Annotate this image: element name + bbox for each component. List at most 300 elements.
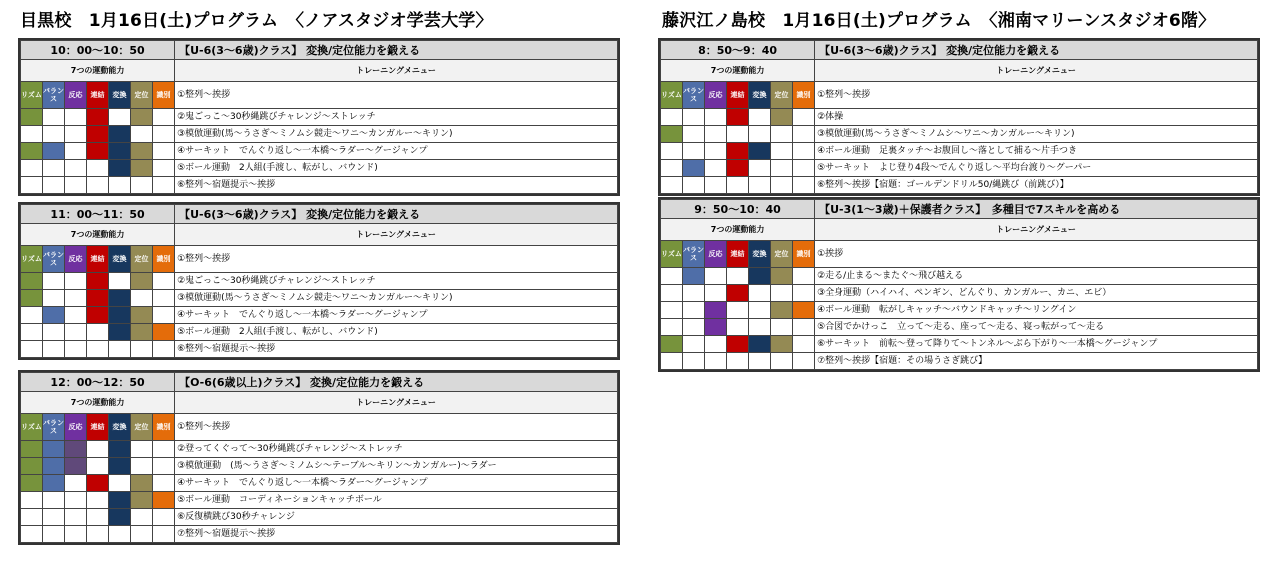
ability-cell [727,126,749,143]
ability-cell [131,341,153,358]
program-table [20,372,618,543]
ability-cell [87,109,109,126]
ability-pos: 定位 [131,82,153,109]
ability-cell [65,109,87,126]
ability-cell [87,177,109,194]
ability-cell [43,273,65,290]
session-title: 【U-6(3〜6歳)クラス】 変換/定位能力を鍛える [175,41,618,60]
ability-label: 7つの運動能力 [661,219,815,241]
menu-row [21,324,618,341]
block-header [21,41,618,60]
ability-cell [661,319,683,336]
ability-cell [771,143,793,160]
ability-cell [153,109,175,126]
ability-cell [705,268,727,285]
ability-cell [683,109,705,126]
ability-cell [21,109,43,126]
ability-cell [87,273,109,290]
ability-cell [771,302,793,319]
ability-label: 7つの運動能力 [21,224,175,246]
ability-cell [661,285,683,302]
ability-cell [65,458,87,475]
ability-cell [705,126,727,143]
ability-cell [153,177,175,194]
ability-cell [131,441,153,458]
ability-ident: 識別 [153,246,175,273]
ability-cell [771,336,793,353]
ability-cell [65,307,87,324]
ability-pos: 定位 [131,246,153,273]
ability-cell [749,177,771,194]
ability-cell [65,290,87,307]
ability-rhythm: リズム [21,414,43,441]
ability-cell [21,475,43,492]
ability-cell [727,268,749,285]
menu-row [661,143,1258,160]
ability-ident: 識別 [153,414,175,441]
ability-change: 変換 [749,241,771,268]
subheader-row [21,224,618,246]
ability-cell [727,177,749,194]
menu-item: ①整列〜挨拶 [815,82,1258,109]
ability-react: 反応 [65,82,87,109]
ability-cell [153,341,175,358]
ability-cell [705,160,727,177]
schedule-block [18,370,620,545]
ability-cell [749,319,771,336]
session-title: 【U-3(1〜3歳)＋保護者クラス】 多種目で7スキルを高める [815,200,1258,219]
ability-cell [87,324,109,341]
menu-row [661,302,1258,319]
ability-cell [109,492,131,509]
ability-cell [771,268,793,285]
schedule-block [18,38,620,196]
menu-item: ⑤サーキット よじ登り4段〜でんぐり返し〜平均台渡り〜グーパー [815,160,1258,177]
ability-cell [153,441,175,458]
ability-cell [749,109,771,126]
ability-cell [683,126,705,143]
ability-cell [131,475,153,492]
ability-cell [793,285,815,302]
block-header [21,205,618,224]
ability-row [21,246,618,273]
ability-link: 連結 [727,241,749,268]
ability-cell [793,336,815,353]
ability-cell [793,302,815,319]
menu-row [661,268,1258,285]
menu-item: ③模倣運動(馬〜うさぎ〜ミノムシ競走〜ワニ〜カンガルー〜キリン) [175,290,618,307]
menu-item: ⑥反復横跳び30秒チャレンジ [175,509,618,526]
menu-item: ③模倣運動(馬〜うさぎ〜ミノムシ〜ワニ〜カンガルー〜キリン) [815,126,1258,143]
menu-row [661,353,1258,370]
program-table [660,40,1258,194]
menu-row [21,458,618,475]
ability-cell [705,336,727,353]
ability-cell [109,458,131,475]
ability-cell [683,353,705,370]
ability-cell [65,177,87,194]
subheader-row [661,219,1258,241]
ability-cell [771,353,793,370]
ability-cell [727,319,749,336]
menu-item: ⑥整列〜宿題提示〜挨拶 [175,341,618,358]
schedule-block [18,202,620,360]
menu-label: トレーニングメニュー [175,224,618,246]
ability-cell [87,475,109,492]
ability-balance: バランス [43,414,65,441]
ability-react: 反応 [65,414,87,441]
menu-row [21,526,618,543]
menu-row [21,307,618,324]
ability-cell [43,143,65,160]
ability-cell [109,273,131,290]
ability-react: 反応 [705,82,727,109]
ability-cell [705,353,727,370]
ability-cell [661,302,683,319]
ability-cell [661,353,683,370]
ability-rhythm: リズム [21,82,43,109]
ability-cell [705,177,727,194]
ability-label: 7つの運動能力 [661,60,815,82]
ability-balance: バランス [683,82,705,109]
ability-cell [21,143,43,160]
ability-link: 連結 [727,82,749,109]
menu-row [21,492,618,509]
ability-cell [65,341,87,358]
ability-cell [87,526,109,543]
menu-item: ③模倣運動(馬〜うさぎ〜ミノムシ競走〜ワニ〜カンガルー〜キリン) [175,126,618,143]
ability-cell [153,509,175,526]
menu-item: ④サーキット でんぐり返し〜一本橋〜ラダー〜グージャンプ [175,307,618,324]
ability-cell [43,492,65,509]
ability-cell [749,285,771,302]
ability-cell [771,109,793,126]
menu-label: トレーニングメニュー [815,60,1258,82]
ability-ident: 識別 [793,82,815,109]
ability-cell [21,526,43,543]
session-title: 【O-6(6歳以上)クラス】 変換/定位能力を鍛える [175,373,618,392]
ability-cell [131,143,153,160]
menu-row [661,126,1258,143]
ability-cell [153,290,175,307]
ability-cell [771,177,793,194]
menu-row [661,177,1258,194]
ability-ident: 識別 [793,241,815,268]
ability-link: 連結 [87,246,109,273]
menu-item: ②鬼ごっこ〜30秒縄跳びチャレンジ〜ストレッチ [175,273,618,290]
ability-cell [109,160,131,177]
ability-cell [727,302,749,319]
ability-cell [131,492,153,509]
ability-cell [109,341,131,358]
ability-cell [153,475,175,492]
ability-cell [793,126,815,143]
menu-item: ③全身運動（ハイハイ、ペンギン、どんぐり、カンガルー、カニ、エビ） [815,285,1258,302]
program-table [20,204,618,358]
menu-item: ②登ってくぐって〜30秒縄跳びチャレンジ〜ストレッチ [175,441,618,458]
ability-cell [87,492,109,509]
menu-item: ①整列〜挨拶 [175,246,618,273]
ability-cell [87,458,109,475]
menu-item: ①整列〜挨拶 [175,82,618,109]
ability-cell [131,290,153,307]
ability-cell [661,177,683,194]
ability-cell [109,509,131,526]
ability-cell [683,285,705,302]
menu-item: ④ボール運動 足裏タッチ〜お腹回し〜落として捕る〜片手つき [815,143,1258,160]
ability-cell [21,341,43,358]
ability-ident: 識別 [153,82,175,109]
ability-cell [43,126,65,143]
ability-balance: バランス [683,241,705,268]
ability-cell [109,177,131,194]
ability-react: 反応 [65,246,87,273]
ability-cell [109,307,131,324]
ability-cell [131,109,153,126]
ability-cell [131,509,153,526]
ability-cell [793,143,815,160]
subheader-row [21,60,618,82]
ability-cell [131,273,153,290]
ability-cell [87,143,109,160]
ability-cell [727,285,749,302]
ability-cell [43,109,65,126]
ability-link: 連結 [87,82,109,109]
ability-cell [109,441,131,458]
ability-rhythm: リズム [661,82,683,109]
menu-item: ④サーキット でんぐり返し〜一本橋〜ラダー〜グージャンプ [175,475,618,492]
ability-cell [793,109,815,126]
left-heading: 目黒校 1月16日(土)プログラム 〈ノアスタジオ学芸大学〉 [20,11,493,31]
menu-row [21,143,618,160]
ability-cell [771,319,793,336]
session-time: 11：00〜11：50 [21,205,175,224]
menu-row [661,109,1258,126]
schedule-block [658,38,1260,196]
menu-row [21,441,618,458]
ability-cell [153,526,175,543]
ability-pos: 定位 [771,82,793,109]
menu-row [21,109,618,126]
menu-item: ⑦整列〜宿題提示〜挨拶 [175,526,618,543]
ability-cell [21,509,43,526]
ability-cell [21,177,43,194]
ability-cell [109,143,131,160]
ability-cell [727,160,749,177]
menu-item: ⑥整列〜宿題提示〜挨拶 [175,177,618,194]
ability-cell [683,160,705,177]
ability-cell [65,126,87,143]
program-table [20,40,618,194]
ability-cell [749,126,771,143]
ability-cell [43,324,65,341]
ability-cell [705,285,727,302]
ability-cell [65,441,87,458]
ability-balance: バランス [43,246,65,273]
ability-cell [131,177,153,194]
ability-cell [749,268,771,285]
ability-cell [153,324,175,341]
session-title: 【U-6(3〜6歳)クラス】 変換/定位能力を鍛える [815,41,1258,60]
ability-cell [793,177,815,194]
ability-cell [65,160,87,177]
ability-cell [771,160,793,177]
ability-cell [21,160,43,177]
ability-cell [131,126,153,143]
ability-cell [153,273,175,290]
ability-cell [153,307,175,324]
ability-row [21,82,618,109]
ability-cell [661,160,683,177]
ability-cell [153,143,175,160]
menu-item: ④ボール運動 転がしキャッチ〜バウンドキャッチ〜リングイン [815,302,1258,319]
menu-item: ①挨拶 [815,241,1258,268]
block-header [21,373,618,392]
ability-cell [109,526,131,543]
session-title: 【U-6(3〜6歳)クラス】 変換/定位能力を鍛える [175,205,618,224]
ability-cell [65,509,87,526]
ability-cell [683,177,705,194]
ability-cell [793,353,815,370]
block-header [661,41,1258,60]
ability-cell [43,441,65,458]
menu-row [21,475,618,492]
menu-row [661,336,1258,353]
ability-cell [727,353,749,370]
menu-item: ⑤合図でかけっこ 立って〜走る、座って〜走る、寝っ転がって〜走る [815,319,1258,336]
ability-cell [153,126,175,143]
ability-cell [727,109,749,126]
ability-cell [65,475,87,492]
ability-cell [21,290,43,307]
ability-cell [705,302,727,319]
ability-cell [131,324,153,341]
ability-change: 変換 [109,414,131,441]
ability-rhythm: リズム [661,241,683,268]
menu-item: ①整列〜挨拶 [175,414,618,441]
ability-cell [43,475,65,492]
ability-cell [65,273,87,290]
ability-react: 反応 [705,241,727,268]
menu-row [21,341,618,358]
ability-cell [87,307,109,324]
ability-cell [21,273,43,290]
menu-item: ⑦整列〜挨拶【宿題：その場うさぎ跳び】 [815,353,1258,370]
menu-row [21,509,618,526]
ability-cell [771,126,793,143]
menu-row [661,160,1258,177]
ability-cell [87,441,109,458]
menu-row [21,177,618,194]
ability-cell [109,475,131,492]
menu-label: トレーニングメニュー [175,60,618,82]
ability-cell [661,126,683,143]
menu-item: ③模倣運動 (馬〜うさぎ〜ミノムシ〜テーブル〜キリン〜カンガルー)〜ラダー [175,458,618,475]
session-time: 12：00〜12：50 [21,373,175,392]
ability-cell [771,285,793,302]
ability-cell [87,509,109,526]
ability-link: 連結 [87,414,109,441]
menu-item: ⑤ボール運動 2人組(手渡し、転がし、バウンド) [175,324,618,341]
ability-cell [43,307,65,324]
ability-cell [683,302,705,319]
ability-cell [21,492,43,509]
ability-cell [683,336,705,353]
ability-change: 変換 [749,82,771,109]
ability-cell [43,160,65,177]
ability-cell [749,302,771,319]
menu-row [21,290,618,307]
ability-cell [749,160,771,177]
ability-cell [683,143,705,160]
ability-cell [43,458,65,475]
ability-cell [705,319,727,336]
ability-cell [705,109,727,126]
ability-cell [21,458,43,475]
ability-pos: 定位 [131,414,153,441]
ability-cell [153,160,175,177]
block-header [661,200,1258,219]
ability-cell [21,441,43,458]
ability-cell [661,336,683,353]
menu-item: ⑥整列〜挨拶【宿題：ゴールデンドリル50/縄跳び（前跳び）】 [815,177,1258,194]
ability-cell [683,268,705,285]
session-time: 10：00〜10：50 [21,41,175,60]
ability-cell [65,324,87,341]
ability-cell [749,143,771,160]
ability-cell [131,526,153,543]
ability-cell [21,307,43,324]
ability-cell [749,353,771,370]
subheader-row [21,392,618,414]
ability-cell [131,458,153,475]
ability-row [661,241,1258,268]
menu-row [21,160,618,177]
ability-cell [109,290,131,307]
ability-cell [21,324,43,341]
ability-cell [727,143,749,160]
ability-cell [153,492,175,509]
ability-cell [43,341,65,358]
ability-cell [131,160,153,177]
ability-cell [65,492,87,509]
ability-cell [43,290,65,307]
ability-cell [793,160,815,177]
ability-cell [661,109,683,126]
ability-cell [705,143,727,160]
menu-row [21,126,618,143]
ability-cell [793,268,815,285]
ability-label: 7つの運動能力 [21,60,175,82]
ability-row [21,414,618,441]
session-time: 9：50〜10：40 [661,200,815,219]
program-table [660,199,1258,370]
ability-cell [153,458,175,475]
ability-cell [65,143,87,160]
ability-cell [131,307,153,324]
menu-label: トレーニングメニュー [175,392,618,414]
ability-rhythm: リズム [21,246,43,273]
ability-cell [661,143,683,160]
menu-item: ②鬼ごっこ〜30秒縄跳びチャレンジ〜ストレッチ [175,109,618,126]
menu-row [661,285,1258,302]
ability-cell [65,526,87,543]
ability-label: 7つの運動能力 [21,392,175,414]
ability-pos: 定位 [771,241,793,268]
ability-cell [87,126,109,143]
ability-cell [43,526,65,543]
ability-cell [109,109,131,126]
